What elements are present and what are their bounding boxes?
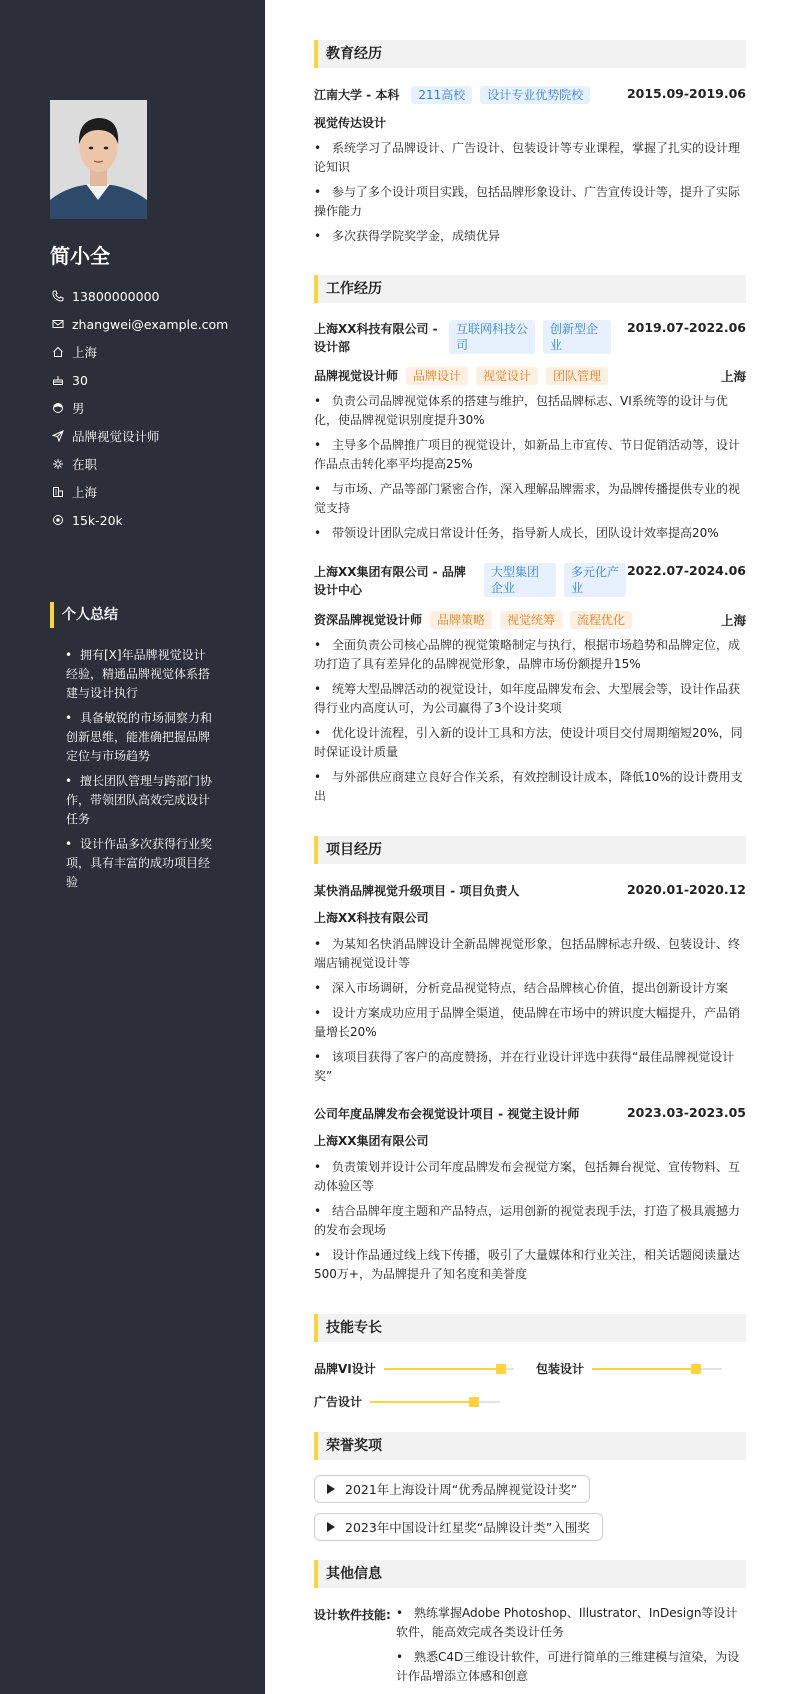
info-status-text: 在职 [72, 457, 98, 472]
project-list [314, 1158, 746, 1290]
play-icon [327, 1484, 335, 1494]
project-item: • 结合品牌年度主题和产品特点，运用创新的视觉表现手法，打造了极具震撼力的发布会现场 [314, 1202, 746, 1240]
skill-bar-knob [496, 1364, 506, 1374]
education-item: • 多次获得学院奖学金，成绩优异 [314, 227, 746, 246]
project-item: • 为某知名快消品牌设计全新品牌视觉形象，包括品牌标志升级、包装设计、终端店铺视觉设计等 [314, 935, 746, 973]
project-header [314, 882, 746, 899]
summary-item: • 设计作品多次获得行业奖项，具有丰富的成功项目经验 [66, 835, 216, 892]
skill-name: 广告设计 [314, 1395, 363, 1409]
award-item [314, 1475, 590, 1503]
info-location [50, 338, 228, 366]
role-tag: 流程优化 [570, 611, 632, 629]
contact-info [50, 282, 228, 534]
other-item: • 熟悉C4D三维设计软件，可进行简单的三维建模与渲染，为设计作品增添立体感和创意 [396, 1648, 746, 1686]
job-date: 2022.07-2024.06 [626, 563, 746, 578]
info-email [50, 310, 228, 338]
education-header [314, 86, 746, 104]
job-item: • 优化设计流程，引入新的设计工具和方法，使设计项目交付周期缩短20%，同时保证设计质量 [314, 724, 746, 762]
award-item [314, 1513, 603, 1541]
award-text: 2021年上海设计周“优秀品牌视觉设计奖” [345, 1482, 578, 1497]
company-tag: 创新型企业 [543, 320, 611, 354]
work-title: 工作经历 [314, 275, 746, 303]
project-name: 公司年度品牌发布会视觉设计项目 - 视觉主设计师 [314, 1107, 580, 1121]
project-item: • 深入市场调研，分析竞品视觉特点，结合品牌核心价值，提出创新设计方案 [314, 979, 746, 998]
cake-icon [50, 374, 66, 386]
job-list [314, 392, 746, 549]
project-company: 上海XX集团有限公司 [314, 1134, 429, 1148]
profile-name: 简小全 [50, 244, 110, 268]
job-item: • 主导多个品牌推广项目的视觉设计，如新品上市宣传、节日促销活动等，设计作品点击转化率平均提高25% [314, 436, 746, 474]
job-item: • 与市场、产品等部门紧密合作，深入理解品牌需求，为品牌传播提供专业的视觉支持 [314, 480, 746, 518]
mail-icon [50, 318, 66, 330]
skill-bar [592, 1368, 722, 1370]
skill-bar-knob [691, 1364, 701, 1374]
job-city: 上海 [720, 369, 746, 384]
awards-title: 荣誉奖项 [314, 1432, 746, 1460]
skill-bar-fill [384, 1368, 501, 1370]
skill-bar [384, 1368, 514, 1370]
summary-title: 个人总结 [50, 602, 118, 628]
phone-icon [50, 290, 66, 302]
job-header [314, 563, 746, 599]
role-tag: 团队管理 [546, 367, 608, 385]
gender-icon [50, 402, 66, 414]
summary-item: • 具备敏锐的市场洞察力和创新思维，能准确把握品牌定位与市场趋势 [66, 709, 216, 766]
company-tag: 大型集团企业 [484, 563, 556, 597]
award-text: 2023年中国设计红星奖“品牌设计类”入围奖 [345, 1520, 590, 1535]
other-title: 其他信息 [314, 1560, 746, 1588]
company-tag: 互联网科技公司 [449, 320, 535, 354]
info-status [50, 450, 228, 478]
job-role: 资深品牌视觉设计师 [314, 613, 423, 627]
info-city-text: 上海 [72, 485, 98, 500]
info-age-text: 30 [72, 372, 88, 388]
company-tag: 多元化产业 [564, 563, 626, 597]
other-item: • 熟练掌握Adobe Photoshop、Illustrator、InDesign等设计软件，能高效完成各类设计任务 [396, 1604, 746, 1642]
education-item: • 系统学习了品牌设计、广告设计、包装设计等专业课程，掌握了扎实的设计理论知识 [314, 139, 746, 177]
project-item: • 该项目获得了客户的高度赞扬，并在行业设计评选中获得“最佳品牌视觉设计奖” [314, 1048, 746, 1086]
skill-bar [370, 1401, 500, 1403]
skill-item [536, 1360, 722, 1377]
info-salary [50, 506, 228, 534]
major: 视觉传达设计 [314, 116, 387, 130]
info-email-text: zhangwei@example.com [72, 316, 229, 332]
role-tag: 视觉设计 [476, 367, 538, 385]
summary-list [66, 646, 216, 898]
job-company: 上海XX科技有限公司 - 设计部 [314, 322, 438, 354]
project-list [314, 935, 746, 1092]
info-phone [50, 282, 228, 310]
info-city [50, 478, 228, 506]
education-title: 教育经历 [314, 40, 746, 68]
skill-name: 包装设计 [536, 1362, 585, 1376]
info-salary-text: 15k-20k [72, 512, 123, 528]
school-tag: 设计专业优势院校 [480, 86, 590, 104]
skill-item [314, 1360, 514, 1377]
job-header [314, 320, 746, 356]
job-item: • 统筹大型品牌活动的视觉设计，如年度品牌发布会、大型展会等，设计作品获得行业内高度认可，为公司赢得了3个设计奖项 [314, 680, 746, 718]
job-item: • 负责公司品牌视觉体系的搭建与维护，包括品牌标志、VI系统等的设计与优化，使品牌视觉识别度提升30% [314, 392, 746, 430]
job-company: 上海XX集团有限公司 - 品牌设计中心 [314, 565, 466, 597]
project-item: • 设计作品通过线上线下传播，吸引了大量媒体和行业关注，相关话题阅读量达500万+，为品牌提升了知名度和美誉度 [314, 1246, 746, 1284]
projects-title: 项目经历 [314, 836, 746, 864]
skill-bar-knob [469, 1397, 479, 1407]
job-role-row [314, 611, 746, 629]
other-list [396, 1604, 746, 1692]
education-list [314, 139, 746, 252]
job-date: 2019.07-2022.06 [626, 320, 746, 335]
home-icon [50, 346, 66, 358]
info-gender-text: 男 [72, 401, 85, 416]
project-name: 某快消品牌视觉升级项目 - 项目负责人 [314, 884, 520, 898]
job-item: • 带领设计团队完成日常设计任务，指导新人成长，团队设计效率提高20% [314, 524, 746, 543]
job-role-row [314, 367, 746, 385]
education-item: • 参与了多个设计项目实践，包括品牌形象设计、广告宣传设计等，提升了实际操作能力 [314, 183, 746, 221]
skill-name: 品牌VI设计 [314, 1362, 376, 1376]
education-date: 2015.09-2019.06 [626, 86, 746, 101]
job-city: 上海 [720, 613, 746, 628]
role-tag: 品牌设计 [406, 367, 468, 385]
profile-photo [50, 100, 147, 219]
building-icon [50, 486, 66, 498]
send-icon [50, 430, 66, 442]
job-list [314, 636, 746, 812]
play-icon [327, 1522, 335, 1532]
project-date: 2023.03-2023.05 [626, 1105, 746, 1120]
info-position [50, 422, 228, 450]
role-tag: 品牌策略 [430, 611, 492, 629]
status-icon [50, 458, 66, 470]
info-gender [50, 394, 228, 422]
skill-item [314, 1393, 500, 1410]
job-item: • 全面负责公司核心品牌的视觉策略制定与执行，根据市场趋势和品牌定位，成功打造了具有差异化的品牌视觉形象，品牌市场份额提升15% [314, 636, 746, 674]
skills-title: 技能专长 [314, 1314, 746, 1342]
summary-item: • 擅长团队管理与跨部门协作，带领团队高效完成设计任务 [66, 772, 216, 829]
project-company: 上海XX科技有限公司 [314, 911, 429, 925]
info-phone-text: 13800000000 [72, 288, 160, 304]
job-role: 品牌视觉设计师 [314, 369, 399, 383]
info-position-text: 品牌视觉设计师 [72, 429, 160, 444]
salary-icon [50, 514, 66, 526]
skill-bar-fill [592, 1368, 696, 1370]
info-location-text: 上海 [72, 345, 98, 360]
project-item: • 设计方案成功应用于品牌全渠道，使品牌在市场中的辨识度大幅提升，产品销量增长20% [314, 1004, 746, 1042]
project-date: 2020.01-2020.12 [626, 882, 746, 897]
info-age [50, 366, 228, 394]
skill-bar-fill [370, 1401, 474, 1403]
project-item: • 负责策划并设计公司年度品牌发布会视觉方案，包括舞台视觉、宣传物料、互动体验区等 [314, 1158, 746, 1196]
project-header [314, 1105, 746, 1122]
other-label: 设计软件技能: [314, 1608, 391, 1622]
sidebar [0, 0, 265, 1694]
school-tag: 211高校 [411, 86, 472, 104]
role-tag: 视觉统筹 [500, 611, 562, 629]
summary-item: • 拥有[X]年品牌视觉设计经验，精通品牌视觉体系搭建与设计执行 [66, 646, 216, 703]
job-item: • 与外部供应商建立良好合作关系，有效控制设计成本，降低10%的设计费用支出 [314, 768, 746, 806]
school-name: 江南大学 - 本科 [314, 88, 400, 102]
